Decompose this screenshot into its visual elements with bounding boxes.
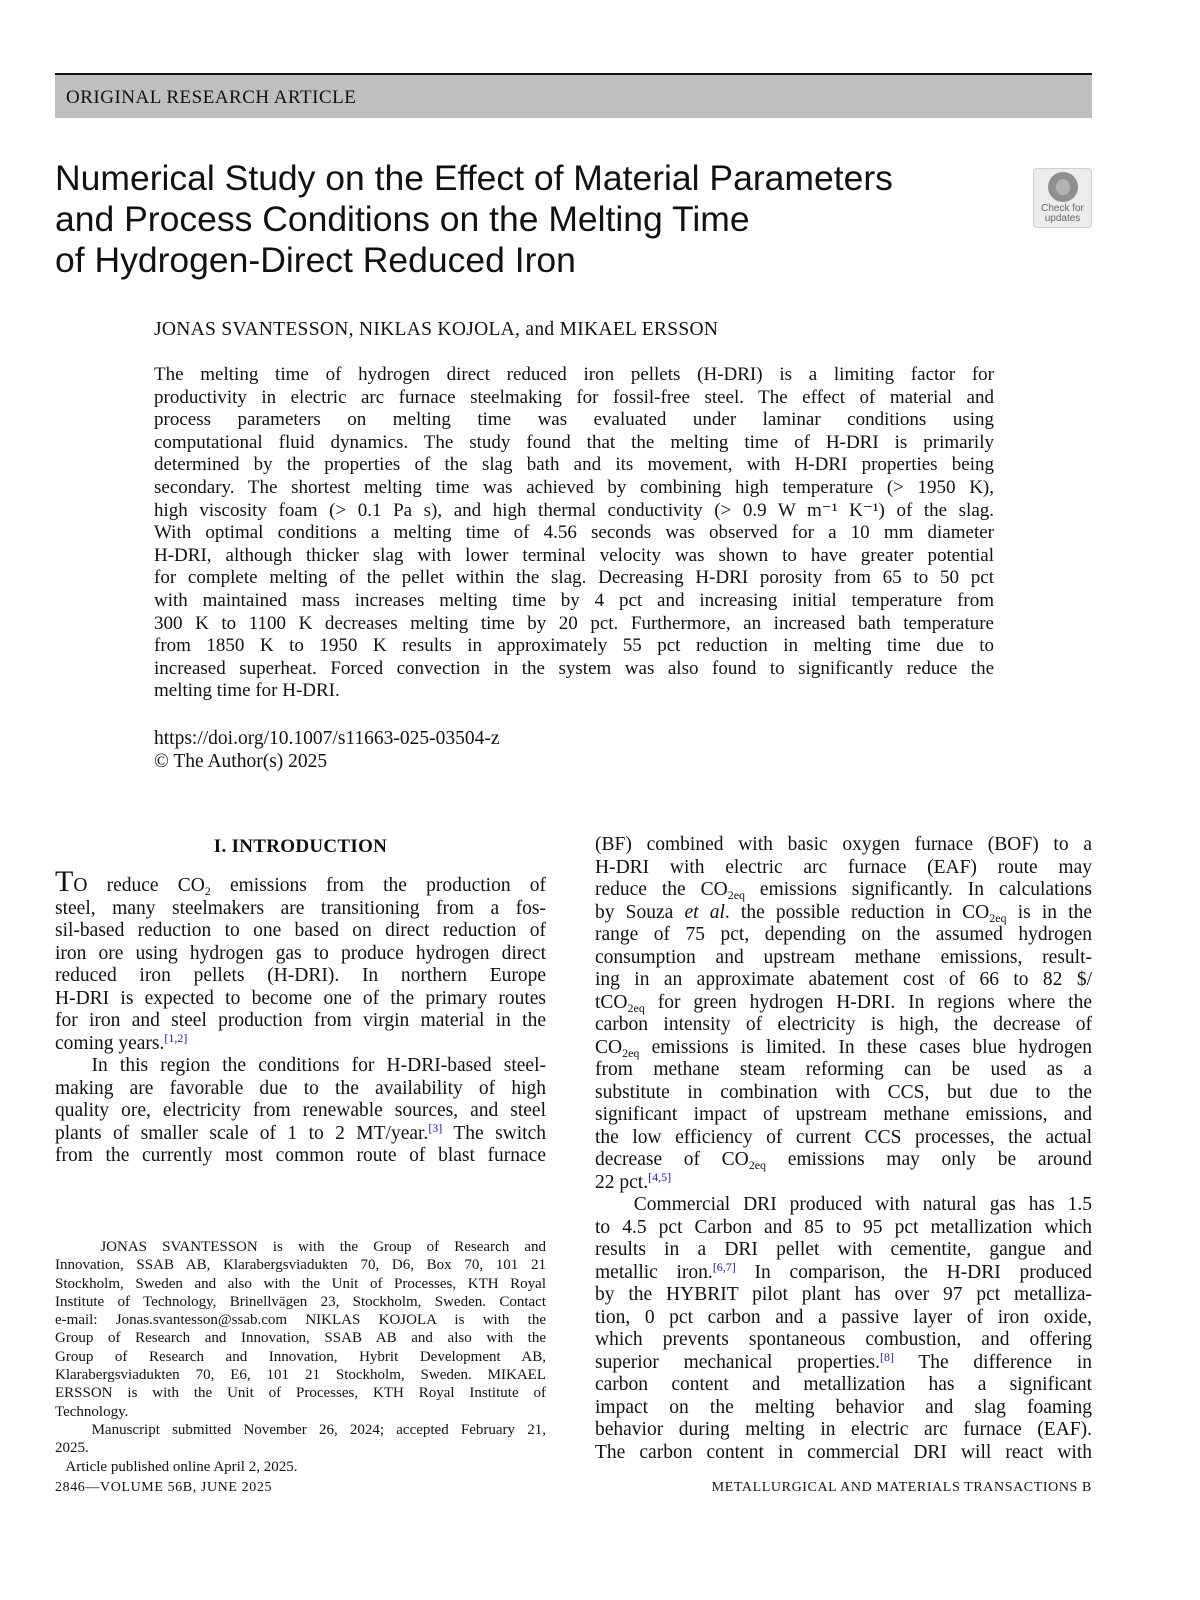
affiliation-line: ERSSON is with the Unit of Processes, KTH Royal Institute of: [55, 1385, 546, 1402]
abstract-line: secondary. The shortest melting time was achieved by combining high temperature (> 1950 K),: [154, 476, 994, 498]
body-line: significant impact of upstream methane emissions, and: [595, 1104, 1092, 1125]
author-list: JONAS SVANTESSON, NIKLAS KOJOLA, and MIKAEL ERSSON: [154, 319, 719, 340]
title-line: Numerical Study on the Effect of Material Parameters: [55, 158, 893, 198]
body-line: steel, many steelmakers are transitioning from a fos-: [55, 897, 546, 919]
body-line: reduce the $CO_{2eq}$ emissions significantly. In calculations: [595, 879, 1093, 902]
abstract-line: determined by the properties of the slag bath and its movement, with H-DRI properties being: [154, 454, 994, 476]
body-line: carbon content and metallization has a significant: [595, 1374, 1092, 1395]
intro-left-column: [55, 865, 546, 1168]
body-line: $CO_{2eq}$ emissions is limited. In these cases blue hydrogen: [595, 1036, 1092, 1060]
body-line: by the HYBRIT pilot plant has over 97 pct metalliza-: [595, 1284, 1092, 1305]
body-line: In this region the conditions for H-DRI-based steel-: [55, 1055, 546, 1076]
intro-right-column: [595, 834, 1092, 1464]
article-type-banner: [55, 73, 1092, 118]
article-title: [55, 158, 955, 281]
body-line: for iron and steel production from virgin material in the: [55, 1010, 546, 1031]
abstract-line: 300 K to 1100 K decreases melting time by 20 pct. Furthermore, an increased bath temperature: [154, 612, 994, 634]
body-line: decrease of $CO_{2eq}$ emissions may only be around: [595, 1149, 1092, 1172]
affiliation-line: Group of Research and Innovation, Hybrit Development AB,: [55, 1348, 546, 1365]
affiliation-line: Institute of Technology, Brinellvägen 23, Stockholm, Sweden. Contact: [55, 1293, 546, 1310]
abstract-line: with maintained mass increases melting time by 4 pct and increasing initial temperature from: [154, 589, 994, 611]
title-line: and Process Conditions on the Melting Time: [55, 199, 750, 239]
body-line: 22 pct.[4,5]: [595, 1169, 672, 1193]
footer-journal: METALLURGICAL AND MATERIALS TRANSACTIONS B: [711, 1480, 1092, 1495]
affiliation-line: JONAS SVANTESSON is with the Group of Research and: [55, 1239, 546, 1255]
citation-link[interactable]: [4,5]: [648, 1169, 672, 1184]
body-line: Commercial DRI produced with natural gas has 1.5: [595, 1194, 1092, 1215]
abstract-line: With optimal conditions a melting time of 4.56 seconds was observed for a 10 mm diameter: [154, 522, 994, 544]
affiliation-line: Innovation, SSAB AB, Klarabergsviadukten 70, D6, Box 70, 101 21: [55, 1257, 546, 1274]
body-line: substitute in combination with CCS, but due to the: [595, 1081, 1092, 1103]
affiliation-line: Group of Research and Innovation, SSAB AB and also with the: [55, 1330, 546, 1347]
body-line: The carbon content in commercial DRI will react with: [595, 1441, 1092, 1463]
affiliation-line: Klarabergsviadukten 70, E6, 101 21 Stockholm, Sweden. MIKAEL: [55, 1367, 546, 1384]
body-line: from methane steam reforming can be used as a: [595, 1059, 1092, 1080]
check-for-updates-badge[interactable]: [1033, 168, 1092, 228]
abstract-line: high viscosity foam (> 0.1 Pa s), and high thermal conductivity (> 0.9 W m⁻¹ K⁻¹) of the slag.: [154, 499, 994, 521]
body-line: to 4.5 pct Carbon and 85 to 95 pct metallization which: [595, 1216, 1092, 1238]
body-line: coming years.[1,2]: [55, 1030, 188, 1054]
body-line: ing in an approximate abatement cost of 66 to 82 $/: [595, 969, 1092, 990]
abstract-line: process parameters on melting time was evaluated under laminar conditions using: [154, 409, 994, 431]
body-line: H-DRI is expected to become one of the primary routes: [55, 987, 546, 1009]
body-line: metallic iron.[6,7] In comparison, the H-DRI produced: [595, 1259, 1092, 1283]
body-line: plants of smaller scale of 1 to 2 MT/year.[3] The switch: [55, 1120, 546, 1144]
abstract-line: H-DRI, although thicker slag with lower terminal velocity was shown to have greater potential: [154, 544, 994, 566]
body-line: by Souza et al. the possible reduction in $CO_{2eq}$ is in the: [595, 901, 1093, 925]
citation-link[interactable]: [3]: [428, 1120, 443, 1135]
abstract-line: from 1850 K to 1950 K results in approximately 55 pct reduction in melting time due to: [154, 635, 994, 657]
body-line: consumption and upstream methane emissions, result-: [595, 946, 1092, 968]
bookmark-icon: [1048, 172, 1078, 202]
abstract-line: for complete melting of the pellet within the slag. Decreasing H-DRI porosity from 65 to 50 pct: [154, 567, 994, 589]
body-line: iron ore using hydrogen gas to produce hydrogen direct: [55, 942, 546, 964]
body-line: making are favorable due to the availability of high: [55, 1077, 546, 1099]
citation-link[interactable]: [6,7]: [712, 1259, 736, 1274]
author-affiliations: [55, 1238, 546, 1476]
body-line: (BF) combined with basic oxygen furnace (BOF) to a: [595, 834, 1092, 855]
abstract-line: The melting time of hydrogen direct reduced iron pellets (H-DRI) is a limiting factor for: [154, 364, 994, 385]
abstract: [154, 364, 994, 703]
publication-date: Article published online April 2, 2025.: [55, 1458, 298, 1475]
body-line: sil-based reduction to one based on direct reduction of: [55, 920, 546, 941]
body-line: tCO$_{2eq}$ for green hydrogen H-DRI. In regions where the: [595, 991, 1092, 1015]
affiliation-line: Stockholm, Sweden and also with the Unit of Processes, KTH Royal: [55, 1275, 546, 1292]
body-line: from the currently most common route of blast furnace: [55, 1145, 546, 1166]
badge-label: Check for updates: [1041, 203, 1084, 224]
body-line: range of 75 pct, depending on the assumed hydrogen: [595, 924, 1092, 945]
title-line: of Hydrogen-Direct Reduced Iron: [55, 240, 576, 280]
body-line: H-DRI with electric arc furnace (EAF) route may: [595, 856, 1092, 878]
body-line: results in a DRI pellet with cementite, gangue and: [595, 1239, 1092, 1260]
manuscript-dates: Manuscript submitted November 26, 2024; accepted February 21,: [55, 1421, 546, 1438]
drop-cap: T: [55, 865, 74, 898]
body-line: impact on the melting behavior and slag foaming: [595, 1396, 1092, 1418]
affiliation-line: e-mail: Jonas.svantesson@ssab.com NIKLAS KOJOLA is with the: [55, 1312, 546, 1329]
article-type-label: ORIGINAL RESEARCH ARTICLE: [66, 87, 357, 108]
body-line: reduced iron pellets (H-DRI). In northern Europe: [55, 965, 546, 986]
abstract-line: increased superheat. Forced convection in the system was also found to significantly reduce the: [154, 657, 994, 679]
abstract-line: computational fluid dynamics. The study found that the melting time of H-DRI is primarily: [154, 431, 994, 453]
doi-block: [154, 727, 500, 773]
body-line: behavior during melting in electric arc furnace (EAF).: [595, 1419, 1092, 1440]
citation-link[interactable]: [8]: [880, 1349, 894, 1364]
doi-link[interactable]: https://doi.org/10.1007/s11663-025-03504-z: [154, 728, 500, 749]
abstract-line: melting time for H-DRI.: [154, 680, 340, 702]
body-line: which prevents spontaneous combustion, and offering: [595, 1329, 1092, 1350]
body-line: tion, 0 pct carbon and a passive layer of iron oxide,: [595, 1306, 1092, 1328]
body-line: quality ore, electricity from renewable sources, and steel: [55, 1100, 546, 1121]
body-line: the low efficiency of current CCS processes, the actual: [595, 1126, 1092, 1148]
copyright-notice: © The Author(s) 2025: [154, 751, 328, 772]
abstract-line: productivity in electric arc furnace steelmaking for fossil-free steel. The effect of material and: [154, 386, 994, 408]
intro-first-line: TO reduce $CO_2$ emissions from the production of: [55, 865, 546, 898]
body-line: superior mechanical properties.[8] The difference in: [595, 1349, 1092, 1373]
affiliation-line: Technology.: [55, 1403, 129, 1420]
citation-link[interactable]: [1,2]: [164, 1030, 188, 1045]
manuscript-dates: 2025.: [55, 1440, 89, 1457]
body-line: carbon intensity of electricity is high, the decrease of: [595, 1014, 1092, 1035]
footer-volume: 2846—VOLUME 56B, JUNE 2025: [55, 1480, 273, 1495]
section-heading: I. INTRODUCTION: [213, 836, 388, 857]
